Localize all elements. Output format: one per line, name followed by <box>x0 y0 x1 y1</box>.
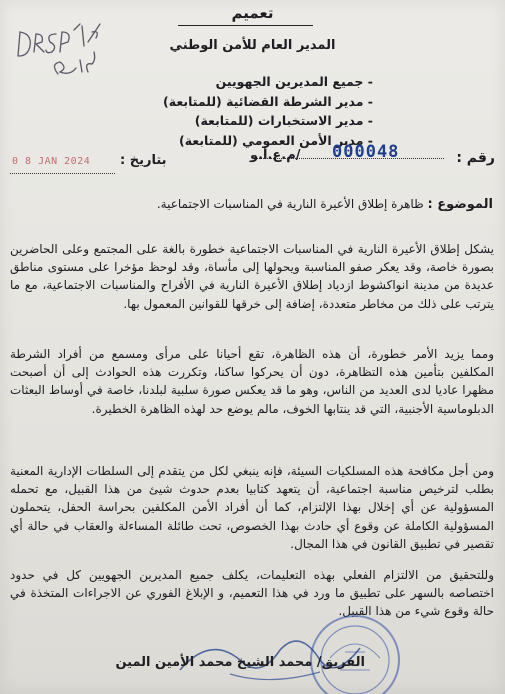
reference-number: 000048 <box>332 142 400 162</box>
recipient-item: - مدير الأمن العمومي (للمتابعة) <box>113 131 373 151</box>
signature-line: الفريق/ محمد الشيخ محمد الأمين المين <box>115 655 365 670</box>
body-paragraph: وللتحقيق من الالتزام الفعلي بهذه التعليمات، يكلف جميع المديرين الجهويين كل في حدود اختصاصه بالسهر على تطبيق ما ورد في هذا التعميم، و الإبلاغ الفوري عن الاجراءات المتخذة في حالة وقوع شيء من هذا القبيل. <box>10 568 494 619</box>
reference-label: رقم : <box>456 150 495 166</box>
date-label: بتاريخ : <box>120 153 167 168</box>
title-underline <box>178 25 313 26</box>
body-paragraph: ومن أجل مكافحة هذه المسلكيات السيئة، فإنه ينبغي لكل من يتقدم إلى السلطات الإدارية المعنية بطلب لترخيص مناسبة اجتماعية، أن يتعهد كتابيا بعدم حدوث شيئ من هذا القبيل، مع تحمله المسؤولية عن أي إخلال بهذا الإلتزام، كما أن أفراد الأمن المكلفين بحراسة الحفل، يتحملون المسؤولية الكاملة عن وقوع أي حادث بهذا الخصوص، تحت طائلة المساءلة والعقاب في حالة أي تقصير في تطبيق القانون في هذا المجال. <box>10 464 494 551</box>
date-dotted-line <box>10 173 115 174</box>
body-paragraph: يشكل إطلاق الأعيرة النارية في المناسبات الاجتماعية خطورة بالغة على المجتمع وعلى الحاضرين بصورة خاصة، وقد يعكر صفو المناسبة ويحولها إلى مأساة، وقد لوحظ مؤخرا على مستوى مناطق عديدة من مدينة انواكشوط ازدياد إطلاق الأعيرة النارية في الأفراح والمناسبات الاجتماعية، مع ما يترتب على ذلك من مخاطر متعددة، إضافة إلى خرقها للقوانين المعمول بها. <box>10 242 494 311</box>
recipient-item: - جميع المديرين الجهويين <box>113 72 373 92</box>
date-stamp: 0 8 JAN 2024 <box>12 156 91 167</box>
subject-line <box>13 196 493 213</box>
recipient-list <box>113 72 373 150</box>
document-title: تعميم <box>231 4 274 22</box>
body-paragraph: ومما يزيد الأمر خطورة، أن هذه الظاهرة، تقع أحيانا على مرأى ومسمع من أفراد الشرطة المكلفين بتأمين هذه التظاهرة، دون أن يحركوا ساكنا، وتكررت هذه الحوادث إلى أن أصبحت مظهرا عاديا لدى العديد من الناس، وهو ما قد يعكس صورة سلبية لبلدنا، خاصة في أوساط البعثات الدبلوماسية الأجنبية، التي قد ينتابها الخوف، مالم يوضع حد لهذه الظاهرة الخطيرة. <box>10 347 494 416</box>
recipient-item: - مدير الاستخبارات (للمتابعة) <box>113 111 373 131</box>
reference-suffix: /م.ع.أ.و <box>250 148 301 163</box>
sender-line: المدير العام للأمن الوطني <box>169 38 336 53</box>
reference-row <box>0 140 505 174</box>
recipient-item: - مدير الشرطة القضائية (للمتابعة) <box>113 92 373 112</box>
subject-label: الموضوع : <box>427 197 493 212</box>
subject-text: ظاهرة إطلاق الأعيرة النارية في المناسبات الاجتماعية. <box>156 197 424 211</box>
